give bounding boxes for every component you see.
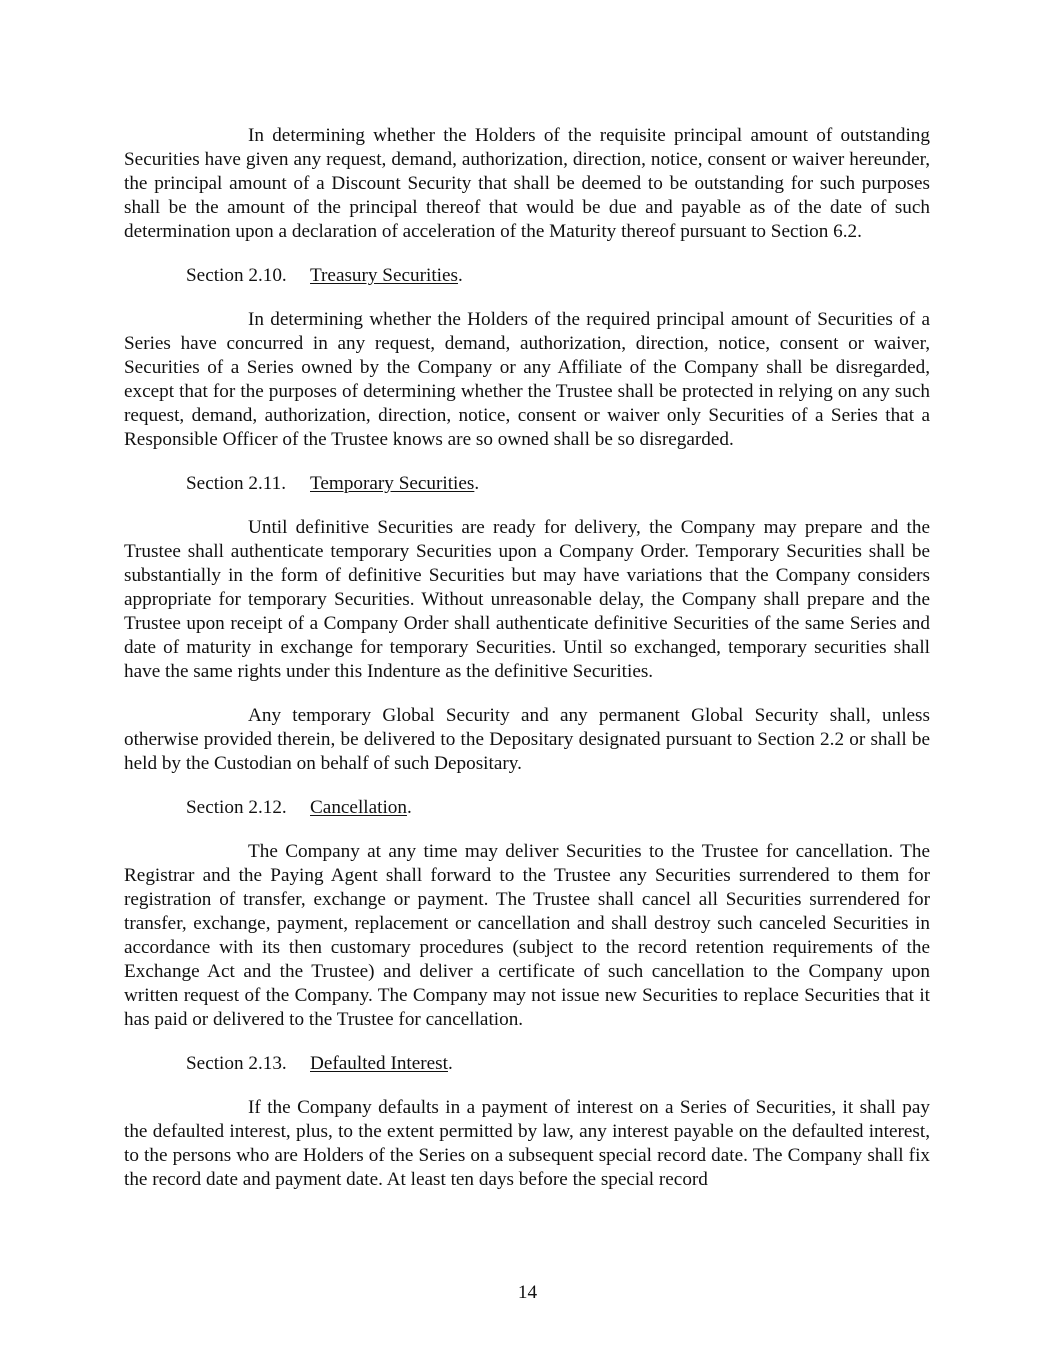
section-title-period: . (474, 473, 480, 494)
section-number: Section 2.11. (186, 473, 287, 494)
section-title: Temporary Securities (310, 473, 475, 494)
page-number: 14 (517, 1282, 538, 1303)
section-title: Cancellation (310, 797, 407, 818)
section-heading-2-12 (124, 796, 930, 820)
section-title: Defaulted Interest (310, 1053, 448, 1074)
paragraph-temporary-securities: Until definitive Securities are ready for delivery, the Company may prepare and the Trustee shall authenticate temporary Securities upon a Company Order. Temporary Securities shall be substantially in the form of definitive Securities but may have variations that the Company considers appropriate for temporary Securities. Without unreasonable delay, the Company shall prepare and the Trustee upon receipt of a Company Order shall authenticate definitive Securities of the same Series and date of maturity in exchange for temporary Securities. Until so exchanged, temporary securities shall have the same rights under this Indenture as the definitive Securities. (124, 517, 930, 682)
section-number: Section 2.13. (186, 1053, 287, 1074)
paragraph-treasury-securities: In determining whether the Holders of the required principal amount of Securities of a Series have concurred in any request, demand, authorization, direction, notice, consent or waiver, Securities of a Series owned by the Company or any Affiliate of the Company shall be disregarded, except that for the purposes of determining whether the Trustee shall be protected in relying on any such request, demand, authorization, direction, notice, consent or waiver only Securities of a Series that a Responsible Officer of the Trustee knows are so owned shall be so disregarded. (124, 309, 930, 450)
section-title-period: . (447, 1053, 453, 1074)
paragraph-discount-security-outstanding: In determining whether the Holders of the requisite principal amount of outstanding Securities have given any request, demand, authorization, direction, notice, consent or waiver hereunder, the principal amount of a Discount Security that shall be deemed to be outstanding for such purposes shall be the amount of the principal thereof that would be due and payable as of the date of such determination upon a declaration of acceleration of the Maturity thereof pursuant to Section 6.2. (124, 125, 930, 242)
section-number: Section 2.10. (186, 265, 287, 286)
section-title: Treasury Securities (310, 265, 458, 286)
document-page (124, 124, 930, 1212)
section-heading-2-10 (124, 264, 930, 288)
section-heading-2-11 (124, 472, 930, 496)
paragraph-defaulted-interest: If the Company defaults in a payment of interest on a Series of Securities, it shall pay the defaulted interest, plus, to the extent permitted by law, any interest payable on the defaulted interest, to the persons who are Holders of the Series on a subsequent special record date. The Company shall fix the record date and payment date. At least ten days before the special record (124, 1097, 930, 1190)
paragraph-global-security: Any temporary Global Security and any permanent Global Security shall, unless otherwise provided therein, be delivered to the Depositary designated pursuant to Section 2.2 or shall be held by the Custodian on behalf of such Depositary. (124, 705, 930, 774)
section-number: Section 2.12. (186, 797, 287, 818)
paragraph-cancellation: The Company at any time may deliver Securities to the Trustee for cancellation. The Registrar and the Paying Agent shall forward to the Trustee any Securities surrendered to them for registration of transfer, exchange or payment. The Trustee shall cancel all Securities surrendered for transfer, exchange, payment, replacement or cancellation and shall destroy such canceled Securities in accordance with its then customary procedures (subject to the record retention requirements of the Exchange Act and the Trustee) and deliver a certificate of such cancellation to the Company upon written request of the Company. The Company may not issue new Securities to replace Securities that it has paid or delivered to the Trustee for cancellation. (124, 841, 930, 1030)
section-title-period: . (457, 265, 463, 286)
section-title-period: . (406, 797, 412, 818)
section-heading-2-13 (124, 1052, 930, 1076)
